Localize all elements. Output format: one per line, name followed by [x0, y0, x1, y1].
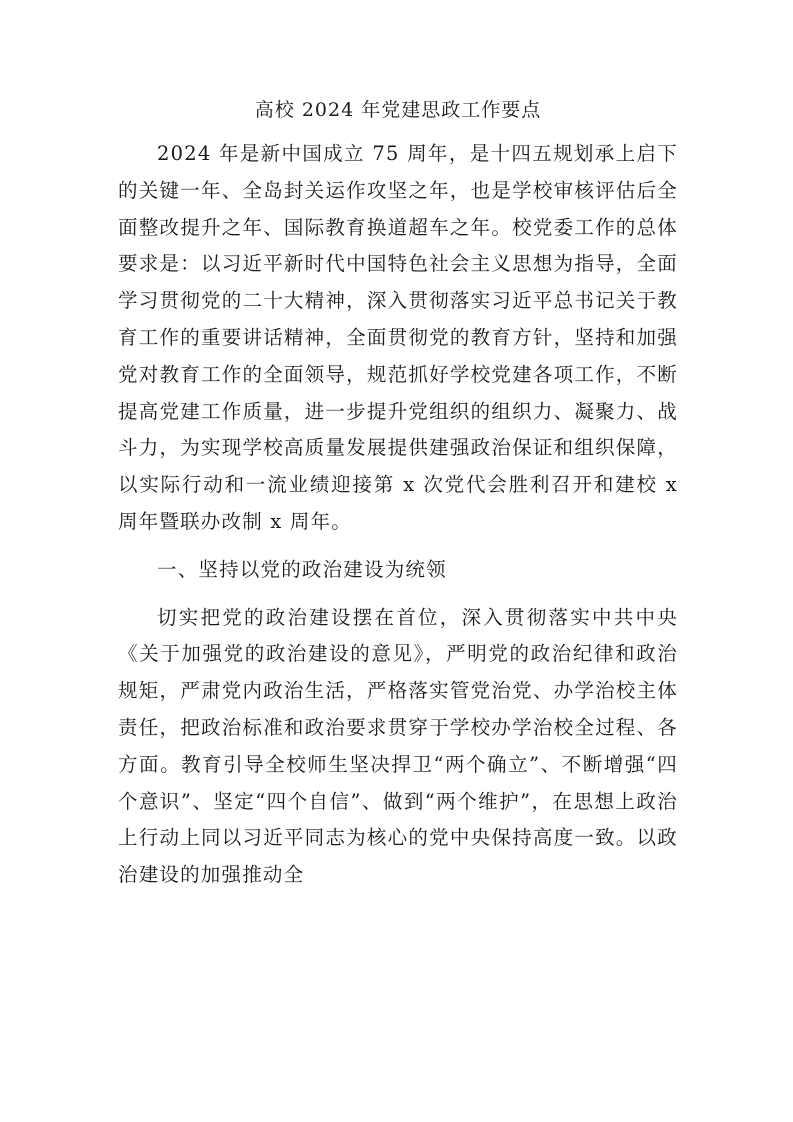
document-title: 高校 2024 年党建思政工作要点 — [254, 99, 542, 121]
section-1-paragraph: 切实把党的政治建设摆在首位，深入贯彻落实中共中央《关于加强党的政治建设的意见》，严明党的政治纪律和政治规矩，严肃党内政治生活，严格落实管党治党、办学治校主体责任，把政治标准和政治要求贯穿于学校办学治校全过程、各方面。教育引导全校师生坚决捍卫“两个确立”、不断增强“四个意识”、坚定“四个自信”、做到“两个维护”，在思想上政治上行动上同以习近平同志为核心的党中央保持高度一致。以政治建设的加强推动全 — [118, 605, 678, 887]
intro-paragraph: 2024 年是新中国成立 75 周年，是十四五规划承上启下的关键一年、全岛封关运作攻坚之年，也是学校审核评估后全面整改提升之年、国际教育换道超车之年。校党委工作的总体要求是：以习近平新时代中国特色社会主义思想为指导，全面学习贯彻党的二十大精神，深入贯彻落实习近平总书记关于教育工作的重要讲话精神，全面贯彻党的教育方针，坚持和加强党对教育工作的全面领导，规范抓好学校党建各项工作，不断提高党建工作质量，进一步提升党组织的组织力、凝聚力、战斗力，为实现学校高质量发展提供建强政治保证和组织保障，以实际行动和一流业绩迎接第 x 次党代会胜利召开和建校 x 周年暨联办改制 x 周年。 — [118, 142, 678, 533]
document-page — [118, 92, 678, 894]
section-1-heading: 一、坚持以党的政治建设为统领 — [157, 557, 447, 581]
